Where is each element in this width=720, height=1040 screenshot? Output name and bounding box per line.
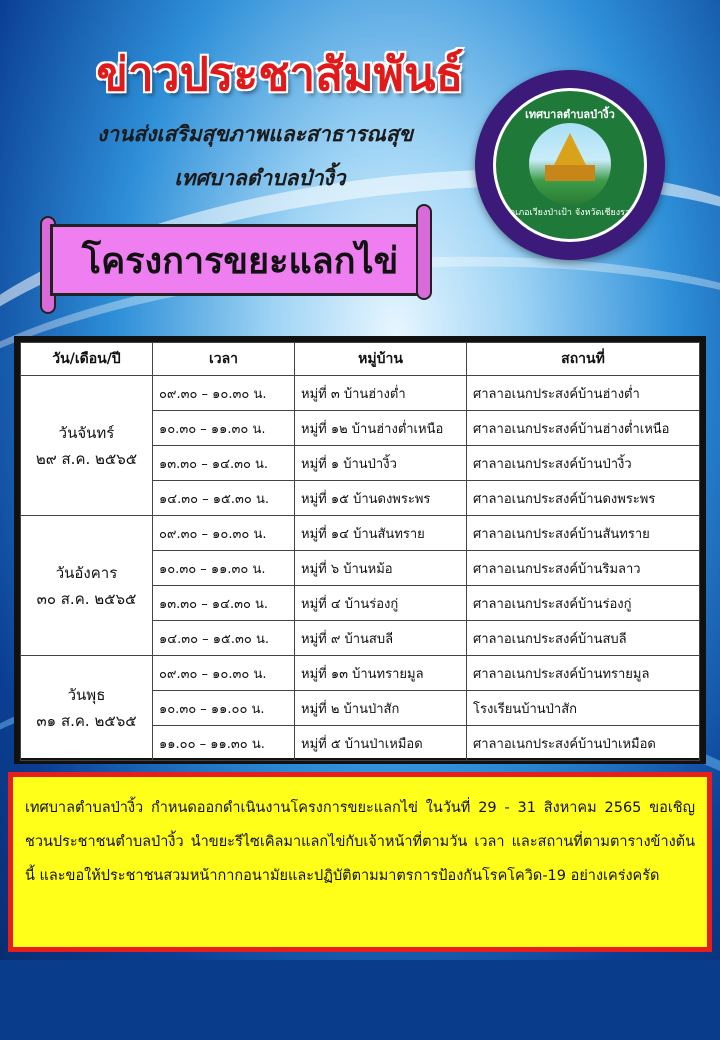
time-cell: ๑๑.๐๐ – ๑๑.๓๐ น. [153,726,295,761]
village-cell: หมู่ที่ ๑๒ บ้านฮ่างต่ำเหนือ [295,411,467,446]
column-header-place: สถานที่ [467,343,700,376]
notice-box [8,772,712,952]
logo-seal [493,88,647,242]
table-row [21,516,700,551]
village-cell: หมู่ที่ ๑๔ บ้านสันทราย [295,516,467,551]
day-cell [21,516,153,656]
time-cell: ๑๔.๓๐ – ๑๕.๓๐ น. [153,621,295,656]
municipality-logo [475,70,665,260]
village-cell: หมู่ที่ ๕ บ้านป่าเหมือด [295,726,467,761]
place-cell: ศาลาอเนกประสงค์บ้านป่าเหมือด [467,726,700,761]
village-cell: หมู่ที่ ๔ บ้านร่องกู่ [295,586,467,621]
day-date: ๓๐ ส.ค. ๒๕๖๕ [36,589,137,608]
time-cell: ๑๓.๓๐ – ๑๔.๓๐ น. [153,586,295,621]
column-header-village: หมู่บ้าน [295,343,467,376]
village-cell: หมู่ที่ ๒ บ้านป่าสัก [295,691,467,726]
village-cell: หมู่ที่ ๖ บ้านหม้อ [295,551,467,586]
time-cell: ๑๔.๓๐ – ๑๕.๓๐ น. [153,481,295,516]
table-row [21,656,700,691]
place-cell: ศาลาอเนกประสงค์บ้านสบลี [467,621,700,656]
place-cell: ศาลาอเนกประสงค์บ้านทรายมูล [467,656,700,691]
place-cell: ศาลาอเนกประสงค์บ้านดงพระพร [467,481,700,516]
department-subtitle: งานส่งเสริมสุขภาพและสาธารณสุข [96,122,414,146]
village-cell: หมู่ที่ ๑ บ้านป่างิ้ว [295,446,467,481]
day-name: วันพุธ [67,686,106,704]
logo-bottom-text: อำเภอเวียงป่าเป้า จังหวัดเชียงราย [504,208,636,218]
day-date: ๒๙ ส.ค. ๒๕๖๕ [35,449,138,468]
place-cell: ศาลาอเนกประสงค์บ้านสันทราย [467,516,700,551]
village-cell: หมู่ที่ ๙ บ้านสบลี [295,621,467,656]
time-cell: ๑๐.๓๐ – ๑๑.๓๐ น. [153,411,295,446]
schedule-table [14,336,706,764]
place-cell: ศาลาอเนกประสงค์บ้านฮ่างต่ำเหนือ [467,411,700,446]
day-cell [21,656,153,761]
time-cell: ๐๙.๓๐ – ๑๐.๓๐ น. [153,516,295,551]
table-row [21,376,700,411]
notice-text: เทศบาลตำบลป่างิ้ว กำหนดออกดำเนินงานโครงการขยะแลกไข่ ในวันที่ 29 - 31 สิงหาคม 2565 ขอเชิญชวนประชาชนตำบลป่างิ้ว นำขยะรีไซเคิลมาแลกไข่กับเจ้าหน้าที่ตามวัน เวลา และสถานที่ตามตารางข้างต้นนี้ และขอให้ประชาชนสวมหน้ากากอนามัยและปฏิบัติตามมาตรการป้องกันโรคโควิด-19 อย่างเคร่งครัด [25,800,695,884]
place-cell: ศาลาอเนกประสงค์บ้านฮ่างต่ำ [467,376,700,411]
page-title: ข่าวประชาสัมพันธ์ [96,47,464,101]
village-cell: หมู่ที่ ๑๕ บ้านดงพระพร [295,481,467,516]
place-cell: ศาลาอเนกประสงค์บ้านริมลาว [467,551,700,586]
table-header-row [21,343,700,376]
day-name: วันอังคาร [55,563,118,582]
village-cell: หมู่ที่ ๑๓ บ้านทรายมูล [295,656,467,691]
place-cell: โรงเรียนบ้านป่าสัก [467,691,700,726]
time-cell: ๐๙.๓๐ – ๑๐.๓๐ น. [153,656,295,691]
pagoda-icon [529,123,611,205]
day-name: วันจันทร์ [58,423,115,442]
column-header-date: วัน/เดือน/ปี [21,343,153,376]
place-cell: ศาลาอเนกประสงค์บ้านร่องกู่ [467,586,700,621]
time-cell: ๑๐.๓๐ – ๑๑.๐๐ น. [153,691,295,726]
day-date: ๓๑ ส.ค. ๒๕๖๕ [36,712,137,730]
day-cell [21,376,153,516]
column-header-time: เวลา [153,343,295,376]
time-cell: ๐๙.๓๐ – ๑๐.๓๐ น. [153,376,295,411]
logo-top-text: เทศบาลตำบลป่างิ้ว [525,108,615,121]
banner-title: โครงการขยะแลกไข่ [81,241,399,282]
village-cell: หมู่ที่ ๓ บ้านฮ่างต่ำ [295,376,467,411]
place-cell: ศาลาอเนกประสงค์บ้านป่างิ้ว [467,446,700,481]
time-cell: ๑๐.๓๐ – ๑๑.๓๐ น. [153,551,295,586]
time-cell: ๑๓.๓๐ – ๑๔.๓๐ น. [153,446,295,481]
organization-subtitle: เทศบาลตำบลป่างิ้ว [174,166,346,190]
project-banner [40,210,430,310]
